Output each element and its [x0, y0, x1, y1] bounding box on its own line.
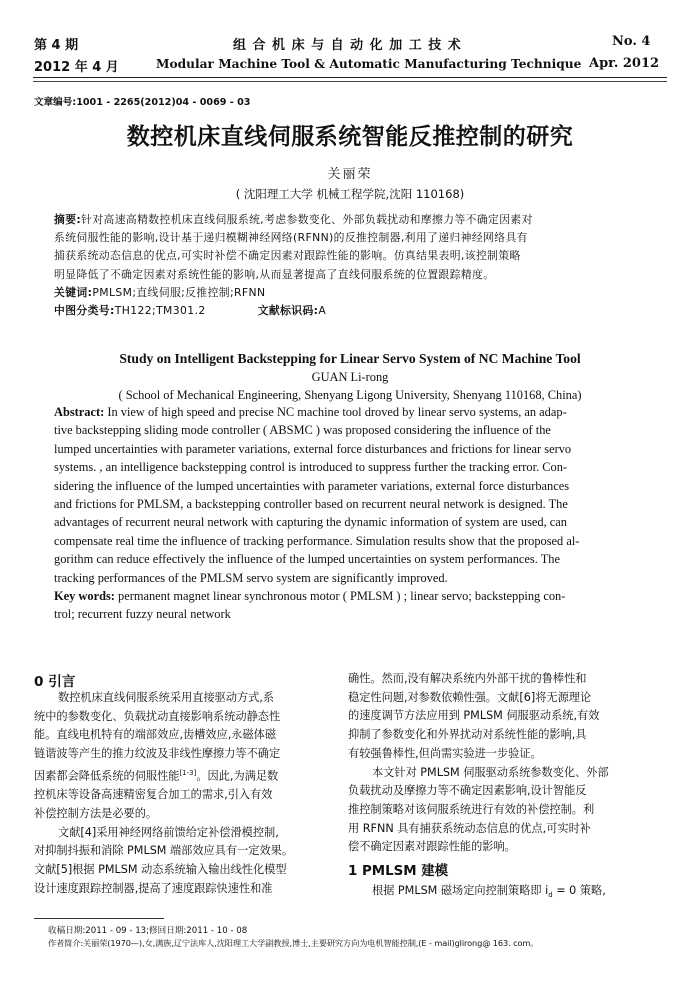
body-line: 对抑制抖振和消除 PMLSM 端部效应具有一定效果。 — [34, 844, 294, 858]
header-date-en: Apr. 2012 — [589, 56, 660, 71]
body-line: 设计速度跟踪控制器,提高了速度跟踪快速性和准 — [34, 881, 273, 895]
keywords-en-line: permanent magnet linear synchronous motor ( PMLSM ) ; linear servo; backstepping con- — [118, 589, 566, 604]
body-line: 文献[4]采用神经网络前馈给定补偿滑模控制, — [58, 825, 279, 839]
classification-label: 中图分类号: — [54, 304, 115, 318]
body-line: 有较强鲁棒性,但尚需实验进一步验证。 — [348, 746, 542, 760]
abstract-en-label: Abstract: — [54, 405, 105, 419]
affiliation-en: ( School of Mechanical Engineering, Shenyang Ligong University, Shenyang 110168, China) — [118, 388, 582, 402]
author-cn: 关丽荣 — [327, 167, 373, 182]
body-line: 能。直线电机特有的端部效应,齿槽效应,永磁体磁 — [34, 728, 277, 742]
body-line: 补偿控制方法是必要的。 — [34, 806, 158, 820]
footnote-rule — [34, 918, 164, 919]
abstract-cn-line: 系统伺服性能的影响,设计基于递归模糊神经网络(RFNN)的反推控制器,利用了递归神经网络具有 — [54, 231, 528, 245]
body-line: 的速度调节方法应用到 PMLSM 伺服驱动系统,有效 — [348, 709, 600, 723]
body-line: 因素都会降低系统的伺服性能 — [34, 769, 180, 783]
header-issue-en: No. 4 — [612, 34, 651, 49]
abstract-en-line: advantages of recurrent neural network with capturing the dynamic information of system are used, can — [54, 515, 567, 530]
body-line: 控机床等设备高速精密复合加工的需求,引入有效 — [34, 788, 273, 802]
body-line: 本文针对 PMLSM 伺服驱动系统参数变化、外部 — [372, 765, 609, 779]
body-line: 抑制了参数变化和外界扰动对系统性能的影响,具 — [348, 728, 587, 742]
doc-code: A — [318, 304, 327, 318]
abstract-en-line: lumped uncertainties with parameter variations, external force disturbances and frictions for linear servo — [54, 441, 572, 456]
right-column — [348, 670, 668, 857]
header-rule — [33, 77, 667, 78]
abstract-cn-label: 摘要: — [54, 213, 82, 226]
body-line: 文献[5]根据 PMLSM 动态系统输入输出线性化模型 — [34, 863, 287, 877]
abstract-en-line: compensate real time the influence of tracking performance. Simulation results show that the proposed al- — [54, 533, 580, 548]
header-journal-en: Modular Machine Tool & Automatic Manufacturing Technique — [156, 57, 582, 71]
keywords-en-label: Key words: — [54, 589, 115, 604]
body-line: 链谐波等产生的推力纹波及非线性摩擦力等不确定 — [34, 747, 281, 761]
abstract-en-line: systems. , an intelligence backstepping control is introduced to suppress further the tracking error. Con- — [54, 460, 568, 475]
header-journal-cn: 组 合 机 床 与 自 动 化 加 工 技 术 — [233, 38, 462, 53]
keywords-cn-text: PMLSM;直线伺服;反推控制;RFNN — [92, 285, 266, 299]
left-column — [34, 689, 338, 898]
body-line: = 0 策略, — [552, 884, 606, 897]
abstract-en-line: sidering the influence of the lumped uncertainties with parameter variations, external force disturbances — [54, 478, 570, 493]
abstract-cn — [54, 211, 650, 320]
body-line: 根据 PMLSM 磁场定向控制策略即 i — [372, 884, 549, 897]
citation-1-3: [1-3] — [179, 768, 197, 777]
section-1-heading: 1 PMLSM 建模 — [348, 864, 449, 879]
abstract-en-line: tive backstepping sliding mode controller ( ABSMC ) was proposed considering the influence of the — [54, 423, 551, 438]
body-line: 确性。然而,没有解决系统内外部干扰的鲁棒性和 — [348, 672, 587, 685]
abstract-en-line: tracking performances of the PMLSM servo system are significantly improved. — [54, 570, 448, 585]
body-line: 。因此,为满足数 — [196, 769, 279, 783]
subscript-d: d — [548, 891, 553, 900]
section-1-first-line — [372, 882, 606, 905]
section-0-heading: 0 引言 — [34, 674, 76, 690]
abstract-en-line: In view of high speed and precise NC machine tool droved by linear servo systems, an adap- — [107, 405, 567, 419]
abstract-en-line: and frictions for PMLSM, a backstepping controller based on recurrent neural network is designed. The — [54, 497, 568, 512]
title-en: Study on Intelligent Backstepping for Linear Servo System of NC Machine Tool — [119, 351, 581, 366]
article-number: 文章编号:1001 - 2265(2012)04 - 0069 - 03 — [34, 97, 251, 108]
abstract-cn-line: 捕获系统动态信息的优点,可实时补偿不确定因素对跟踪性能的影响。仿真结果表明,该控制策略 — [54, 249, 521, 263]
classification-code: TH122;TM301.2 — [114, 304, 206, 318]
keywords-cn-label: 关键词: — [54, 285, 93, 299]
header-date-cn: 2012 年 4 月 — [34, 60, 119, 75]
body-line: 负载扰动及摩擦力等不确定因素影响,设计智能反 — [348, 784, 587, 798]
header-rule-thin — [33, 81, 667, 82]
body-line: 统中的参数变化、负载扰动直接影响系统动静态性 — [34, 709, 281, 723]
body-line: 稳定性问题,对参数依赖性强。文献[6]将无源理论 — [348, 690, 592, 704]
author-en: GUAN Li-rong — [311, 370, 389, 384]
body-line: 数控机床直线伺服系统采用直接驱动方式,系 — [58, 691, 275, 704]
footnote-author-bio: 作者简介:关丽荣(1970—),女,满族,辽宁法库人,沈阳理工大学副教授,博士,主要研究方向为电机智能控制,(E - mail)glirong@ 163. com。 — [48, 938, 539, 948]
abstract-en — [54, 403, 654, 624]
abstract-en-line: gorithm can reduce effectively the influence of the lumped uncertainties on system performances. The — [54, 552, 560, 567]
keywords-en-line: trol; recurrent fuzzy neural network — [54, 607, 231, 622]
affiliation-cn: ( 沈阳理工大学 机械工程学院,沈阳 110168) — [235, 187, 465, 201]
body-line: 用 RFNN 具有捕获系统动态信息的优点,可实时补 — [348, 821, 591, 835]
doc-code-label: 文献标识码: — [257, 304, 319, 318]
abstract-cn-line: 明显降低了不确定因素对系统性能的影响,从而显著提高了直线伺服系统的位置跟踪精度。 — [54, 267, 495, 281]
abstract-cn-line: 针对高速高精数控机床直线伺服系统,考虑参数变化、外部负载扰动和摩擦力等不确定因素对 — [81, 213, 533, 226]
header-issue-cn: 第 4 期 — [34, 38, 79, 53]
body-line: 推控制策略对该伺服系统进行有效的补偿控制。利 — [348, 802, 595, 816]
footnote-received: 收稿日期:2011 - 09 - 13;修回日期:2011 - 10 - 08 — [48, 926, 248, 936]
page-title: 数控机床直线伺服系统智能反推控制的研究 — [126, 124, 574, 150]
body-line: 偿不确定因素对跟踪性能的影响。 — [348, 840, 516, 854]
